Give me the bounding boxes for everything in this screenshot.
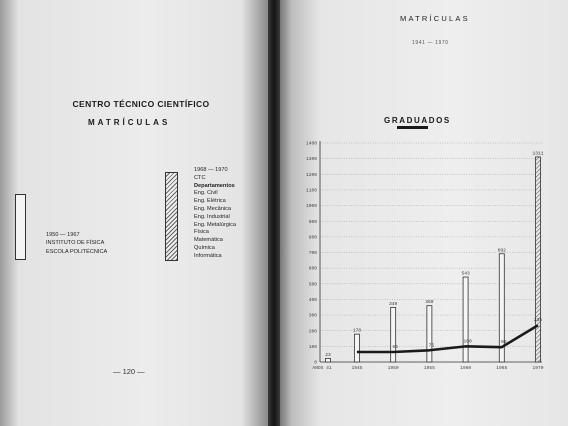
bar-value-label: 1311 [532,151,544,157]
bar-value-label: 23 [325,352,331,358]
book-gutter [268,0,280,426]
bar [391,307,396,362]
date-range: 1941 — 1970 [412,40,449,46]
line-value-label: 64 [392,344,398,350]
bar [533,157,543,362]
legend-line: Eng. Mecânica [194,205,232,212]
bar [463,277,468,362]
legend-years: 1968 — 1970 [194,167,228,173]
line-value-label: 95 [501,340,507,346]
y-tick-label: 300 [308,313,317,319]
y-tick-label: 0 [314,360,317,366]
line-value-label: 235 [533,318,543,324]
bar-value-label: 360 [425,300,434,306]
line-value-label: 75 [428,343,435,349]
graduados-chart [280,0,568,426]
bar-value-label: 178 [352,328,362,334]
legend-org: CTC [194,174,206,181]
legend-block-1968 [194,167,236,261]
y-tick-label: 1000 [305,204,317,210]
bar-value-label: 543 [461,271,470,277]
legend-open-bar [15,194,26,260]
page-subtitle: MATRÍCULAS [88,118,171,127]
left-page [0,0,268,426]
legend-line: INSTITUTO DE FÍSICA [46,240,105,247]
x-tick-label: 1955 [423,366,435,371]
line-value-label: 100 [463,339,472,345]
y-tick-label: 200 [308,329,317,335]
bar [354,334,359,362]
x-tick-label: ANOS 41 [312,366,332,371]
y-tick-label: 1100 [305,188,317,194]
legend-line: Eng. Elétrica [194,198,226,205]
right-page [280,0,568,426]
x-tick-label: 1945 [351,366,363,371]
x-tick-label: 1970 [532,366,544,371]
x-tick-label: 1965 [496,366,508,371]
legend-line: Eng. Industrial [194,213,230,220]
page-number: — 120 — [113,367,145,376]
legend-line: Eng. Civil [194,190,218,197]
bar [427,306,432,362]
legend-line: Eng. Metalúrgica [194,221,236,228]
graduates-line [357,325,538,352]
y-tick-label: 600 [308,266,317,272]
y-tick-label: 1400 [305,141,317,147]
y-tick-label: 700 [308,251,317,257]
legend-years: 1950 — 1967 [46,232,80,238]
chart-title: GRADUADOS [384,116,451,125]
y-tick-label: 400 [308,298,317,304]
bar [326,358,331,362]
legend-line: ESCOLA POLITÉCNICA [46,248,108,255]
bar-value-label: 692 [497,248,506,254]
y-tick-label: 800 [308,235,317,241]
legend-hatched-bar [165,172,178,261]
x-tick-label: 1950 [387,366,399,371]
page-title: CENTRO TÉCNICO CIENTÍFICO [72,99,210,109]
y-tick-label: 1300 [305,157,317,163]
y-tick-label: 100 [308,344,317,350]
y-tick-label: 900 [308,219,317,225]
legend-heading: Departamentos [194,182,235,189]
legend-line: Matemática [194,237,223,244]
legend-line: Informática [194,252,222,259]
legend-line: Física [194,229,209,236]
legend-block-1950 [46,231,107,256]
y-tick-label: 500 [308,282,317,288]
y-tick-label: 1200 [305,172,317,178]
page-title: MATRÍCULAS [400,14,470,23]
bar-value-label: 349 [389,301,398,307]
x-tick-label: 1960 [460,366,472,371]
legend-line: Química [194,244,215,251]
